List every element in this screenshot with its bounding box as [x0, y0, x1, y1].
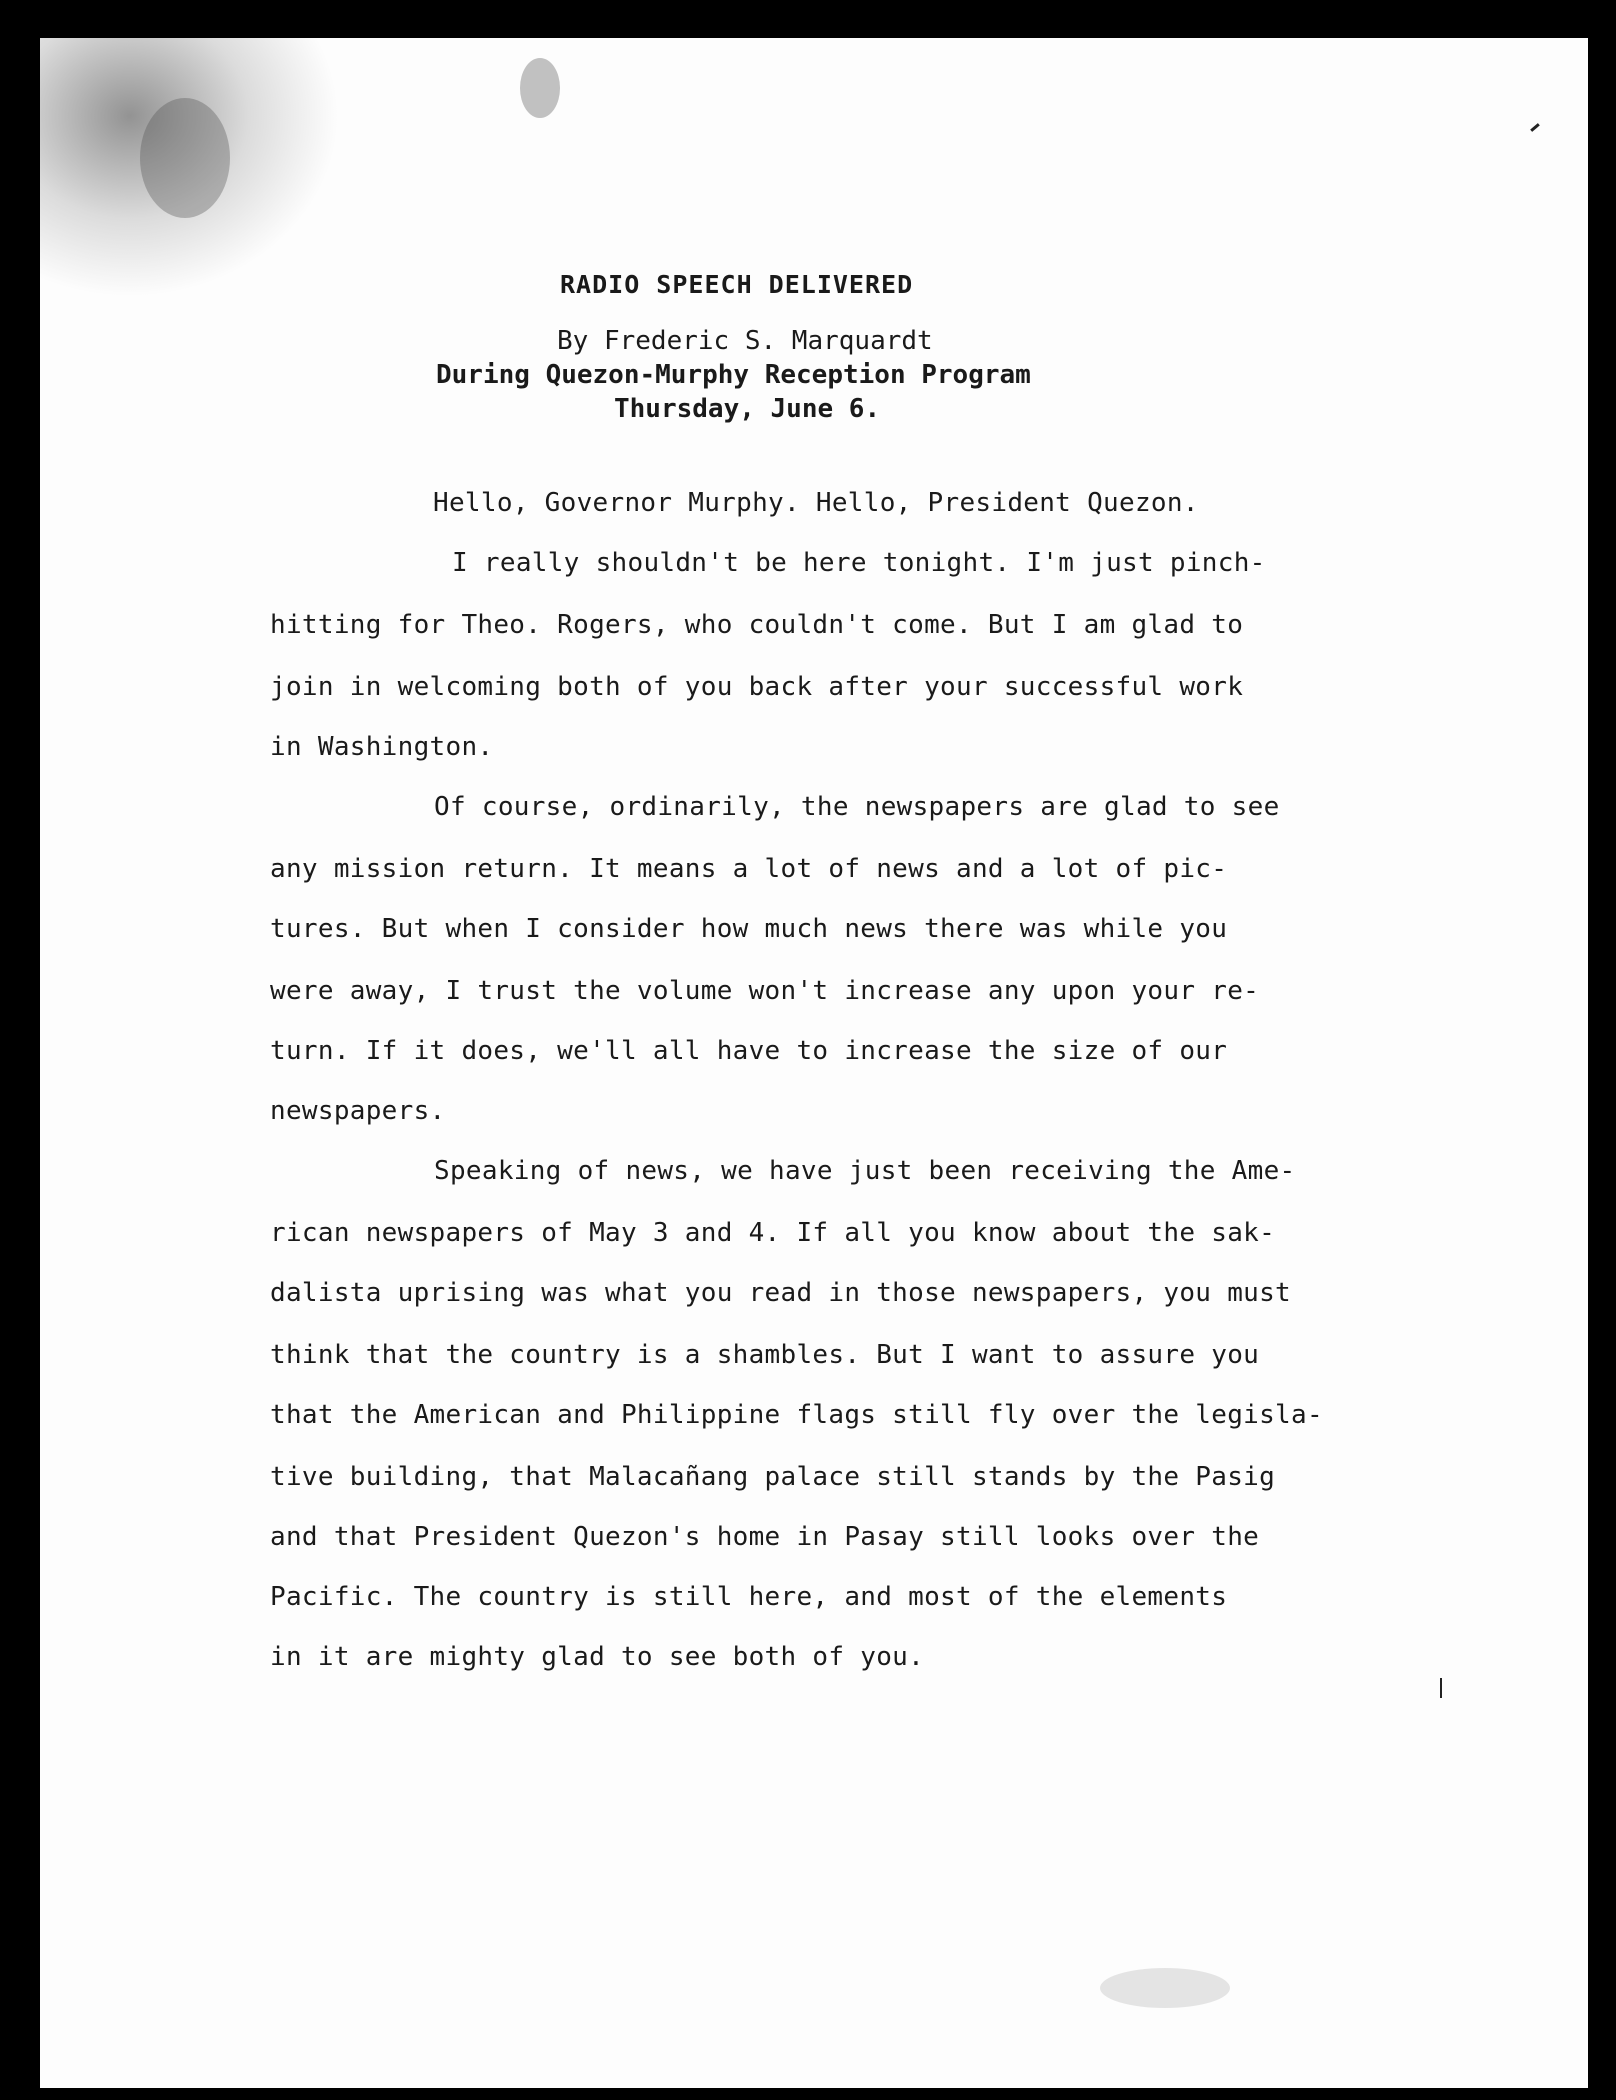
text-line: any mission return. It means a lot of news and a lot of pic-: [270, 854, 1228, 884]
text-line: Hello, Governor Murphy. Hello, President Quezon.: [433, 488, 1199, 518]
pen-mark: [1440, 1678, 1442, 1698]
text-line: that the American and Philippine flags still fly over the legisla-: [270, 1400, 1323, 1430]
document-program: During Quezon-Murphy Reception Program: [436, 360, 1031, 390]
text-line: rican newspapers of May 3 and 4. If all you know about the sak-: [270, 1218, 1276, 1248]
text-line: in it are mighty glad to see both of you.: [270, 1642, 925, 1672]
ink-smudge: [520, 58, 560, 118]
ink-smudge: [1100, 1968, 1230, 2008]
ink-smudge: [140, 98, 230, 218]
document-date: Thursday, June 6.: [614, 394, 881, 424]
document-byline: By Frederic S. Marquardt: [557, 326, 933, 356]
text-line: tive building, that Malacañang palace still stands by the Pasig: [270, 1462, 1276, 1492]
text-line: Pacific. The country is still here, and most of the elements: [270, 1582, 1228, 1612]
document-title: RADIO SPEECH DELIVERED: [560, 270, 914, 299]
text-line: were away, I trust the volume won't increase any upon your re-: [270, 976, 1260, 1006]
text-line: hitting for Theo. Rogers, who couldn't come. But I am glad to: [270, 610, 1244, 640]
text-line: in Washington.: [270, 732, 494, 762]
text-line: join in welcoming both of you back after your successful work: [270, 672, 1244, 702]
document-page: [40, 38, 1588, 2088]
pen-mark: [1530, 123, 1540, 132]
text-line: turn. If it does, we'll all have to increase the size of our: [270, 1036, 1228, 1066]
text-line: and that President Quezon's home in Pasay still looks over the: [270, 1522, 1260, 1552]
text-line: I really shouldn't be here tonight. I'm just pinch-: [452, 548, 1266, 578]
text-line: think that the country is a shambles. But I want to assure you: [270, 1340, 1260, 1370]
text-line: Speaking of news, we have just been receiving the Ame-: [434, 1156, 1296, 1186]
text-line: tures. But when I consider how much news there was while you: [270, 914, 1228, 944]
text-line: newspapers.: [270, 1096, 446, 1126]
text-line: dalista uprising was what you read in those newspapers, you must: [270, 1278, 1292, 1308]
text-line: Of course, ordinarily, the newspapers are glad to see: [434, 792, 1280, 822]
